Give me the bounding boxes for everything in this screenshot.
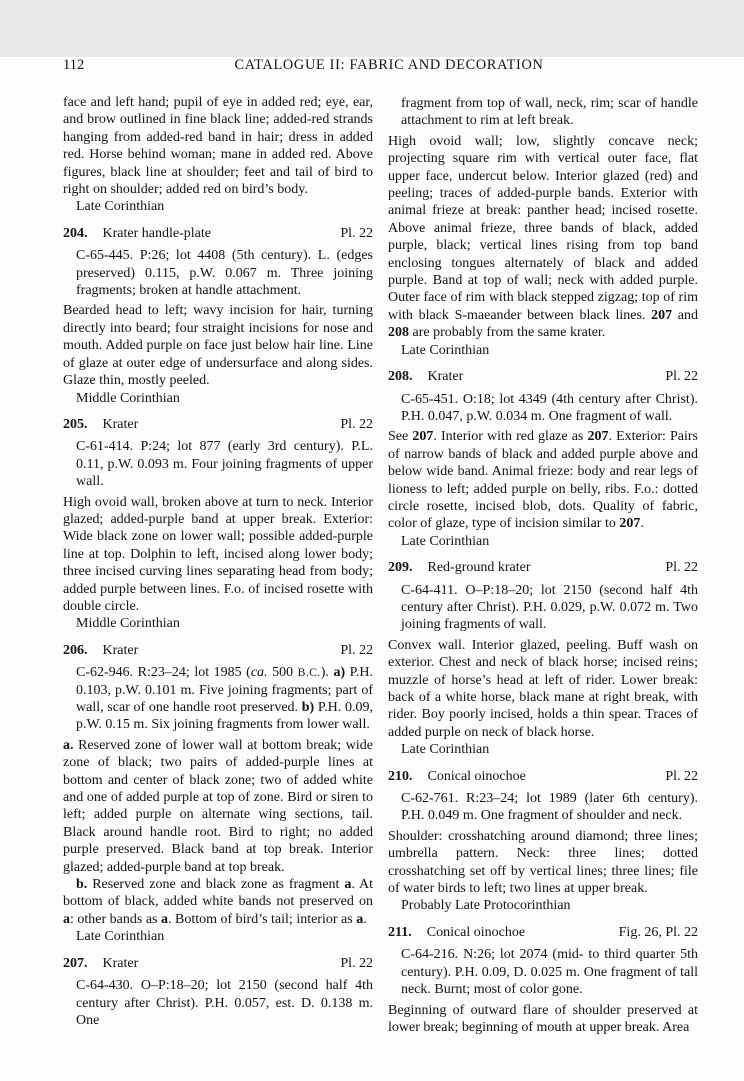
tombstone-paragraph [401,946,698,998]
description-paragraph [63,876,373,928]
text-run: 208 [388,325,409,341]
text-run: b. [76,877,88,893]
attribution-line: Late Corinthian [401,533,490,549]
tombstone-paragraph [401,582,698,634]
text-run: . Bottom of bird’s tail; interior as [167,911,357,927]
text-run: High ovoid wall; low, slightly concave neck; projecting square rim with vertical outer face, flat upper face, undercut below. Interior glazed (red) and peeling; traces of added-purple bands. Exterior with animal frieze at break: panther head; incised rosette. Above animal frieze, three bands of black, added purple, black; vertical lines rising from top band enclosing tongues alternately of black and added purple. Band at top of wall; neck with added purple. Outer face of rim with black stepped zigzag; top of rim with black S-maeander between black lines. [388,133,698,323]
text-run: b) [301,700,315,715]
entry-title: Krater [102,955,139,971]
text-run: C-62-946. R:23–24; lot 1985 ( [76,665,251,681]
attribution-line: Late Corinthian [401,342,490,358]
text-run: Reserved zone and black zone as fragment [87,877,345,893]
entry-heading [63,642,373,659]
entry-title: Krater handle-plate [102,225,211,241]
tombstone-paragraph [76,664,373,734]
plate-reference: Pl. 22 [340,225,373,241]
entry-title: Conical oinochoe [426,924,526,940]
attribution-line: Late Corinthian [76,199,165,215]
tombstone-paragraph [401,790,698,825]
description-paragraph [388,133,698,342]
left-column [63,94,373,1036]
text-run: Reserved zone of lower wall at bottom break; wide zone of black; two pairs of added-purple lines at bottom and center of black zone; two of added white and one of added purple at top of zone. Bird or siren to left; added purple on alternate wing sections, tail. Black around handle root. Bird to right; no added purple preserved. Black band at top break. Interior glazed; added-purple band at top break. [63,737,373,875]
tombstone-paragraph [401,95,698,130]
text-run: 500 [267,665,298,681]
plate-reference: Pl. 22 [665,369,698,385]
entry-title: Red-ground krater [427,560,531,576]
entry-title: Conical oinochoe [427,768,526,784]
text-run: . Interior with red glaze as [433,429,588,445]
description-paragraph [63,494,373,616]
page-header [63,57,698,75]
entry-heading [63,416,373,433]
tombstone-paragraph [76,438,373,490]
text-run: C-61-414. P:24; lot 877 (early 3rd century). P.L. 0.11, p.W. 0.093 m. Four joining fragments of upper wall. [76,439,373,490]
entry-heading [63,225,373,242]
text-run: a [160,911,168,927]
text-run: are probably from the same krater. [409,325,606,341]
plate-reference: Pl. 22 [340,955,373,971]
attribution-line: Probably Late Protocorinthian [401,898,571,914]
text-run: C-64-430. O–P:18–20; lot 2150 (second half 4th century after Christ). P.H. 0.057, est. D. 0.138 m. One [76,978,373,1028]
text-run: . [363,911,367,927]
text-run: P.H. 0.09, p.W. 0.15 m. Six joining fragments from lower wall. [76,700,373,733]
entry-number: 211. [388,924,412,940]
attribution-line: Late Corinthian [401,742,490,758]
text-run: P.H. 0.103, p.W. 0.101 m. Five joining fragments; part of wall, scar of one handle root preserved. [76,665,373,715]
text-run: ). [320,665,334,681]
entry-number: 209. [388,560,413,576]
text-run: C-64-411. O–P:18–20; lot 2150 (second half 4th century after Christ). P.H. 0.029, p.W. 0.072 m. Two joining fragments of wall. [401,582,698,633]
description-paragraph [63,94,373,198]
text-run: High ovoid wall, broken above at turn to neck. Interior glazed; added-purple band at upper break. Exterior: Wide black zone on lower wall; possible added-purple line at top. Dolphin to left, incised along lower body; three incised curving lines separating head from body; added purple between lines. F.o. of incised rosette with double circle. [63,494,373,614]
text-run: . [640,516,644,532]
entry-heading [63,955,373,972]
entry-number: 204. [63,225,88,241]
plate-reference: Pl. 22 [340,642,373,658]
tombstone-paragraph [401,391,698,426]
book-page [0,57,744,1081]
text-run: 207 [412,429,434,445]
right-column [388,94,698,1036]
text-run: Shoulder: crosshatching around diamond; three lines; umbrella pattern. Neck: three lines; dotted crosshatching set off by vertical lines; three lines; file of water birds to left; two lines at upper break. [388,828,698,897]
entry-number: 206. [63,642,88,658]
description-paragraph [388,1002,698,1037]
description-paragraph [63,302,373,389]
entry-number: 205. [63,416,88,432]
text-run: a [63,911,70,927]
text-run: ca. [250,665,268,681]
attribution-line: Middle Corinthian [76,390,180,406]
text-run: face and left hand; pupil of eye in added red; eye, ear, and brow outlined in fine black line; added-red strands hanging from added-red band in hair; dress in added red. Horse behind woman; mane in added red. Above figures, black line at shoulder; feet and tail of bird to right on shoulder; added red on bird’s body. [63,95,373,198]
text-run: C-64-216. N:26; lot 2074 (mid- to third quarter 5th century). P.H. 0.09, D. 0.025 m. One fragment of tall neck. Burnt; most of color gone. [401,947,698,998]
text-run: Beginning of outward flare of shoulder preserved at lower break; beginning of mouth at upper break. Area [388,1002,698,1035]
text-run: 207 [619,516,641,532]
text-run: a. [63,737,74,753]
entry-title: Krater [102,642,139,658]
text-run: B.C. [297,666,321,680]
description-paragraph [388,637,698,741]
text-columns [63,94,698,1036]
entry-heading [388,924,698,941]
entry-number: 208. [388,369,413,385]
plate-reference: Pl. 22 [340,416,373,432]
text-run: a [344,877,352,893]
text-run: Convex wall. Interior glazed, peeling. Buff wash on exterior. Chest and neck of black horse; incised reins; muzzle of horse’s head at left of rider. Lower break: back of a white horse, black mane at right break, with rider. Boy poorly incised, holds a thin spear. Traces of added purple on neck of black horse. [388,637,698,740]
entry-heading [388,768,698,785]
description-paragraph [388,828,698,898]
running-title: CATALOGUE II: FABRIC AND DECORATION [234,57,544,73]
text-run: . Exterior: Pairs of narrow bands of black and added purple above and below wide band. Animal frieze: body and rear legs of lioness to left; added purple on belly, ribs. F.o.: dotted circle rosette, incised blob, dots. Quality of fabric, color of glaze, type of incision similar to [388,429,698,532]
plate-reference: Pl. 22 [665,560,698,576]
description-paragraph [63,737,373,876]
plate-reference: Pl. 22 [665,768,698,784]
text-run: C-65-445. P:26; lot 4408 (5th century). L. (edges preserved) 0.115, p.W. 0.067 m. Three joining fragments; broken at handle attachment. [76,248,373,299]
tombstone-paragraph [76,977,373,1029]
text-run: 207 [651,307,673,323]
text-run: a [356,911,364,927]
text-run: : other bands as [70,911,161,927]
text-run: 207 [587,429,609,445]
text-run: Bearded head to left; wavy incision for hair, turning directly into beard; four straight incisions for nose and mouth. Added purple on face just below hair line. Line of glaze at outer edge of undersurface and along sides. Glaze thin, mostly peeled. [63,303,373,389]
text-run: C-65-451. O:18; lot 4349 (4th century after Christ). P.H. 0.047, p.W. 0.034 m. One fragment of wall. [401,391,698,424]
attribution-line: Late Corinthian [76,929,165,945]
text-run: fragment from top of wall, neck, rim; scar of handle attachment to rim at left break. [401,96,698,129]
tombstone-paragraph [76,247,373,299]
attribution-line: Middle Corinthian [76,616,180,632]
text-run: . At bottom of black, added white bands not preserved on [63,877,373,910]
entry-title: Krater [427,369,464,385]
plate-reference: Fig. 26, Pl. 22 [618,924,698,940]
entry-number: 210. [388,768,413,784]
entry-heading [388,559,698,576]
entry-title: Krater [102,416,139,432]
description-paragraph [388,428,698,532]
text-run: See [388,429,413,445]
text-run: and [672,307,698,323]
text-run: a) [333,665,346,681]
entry-number: 207. [63,955,88,971]
text-run: C-62-761. R:23–24; lot 1989 (later 6th century). P.H. 0.049 m. One fragment of shoulder and neck. [401,791,698,824]
page-number: 112 [63,57,85,73]
entry-heading [388,368,698,385]
